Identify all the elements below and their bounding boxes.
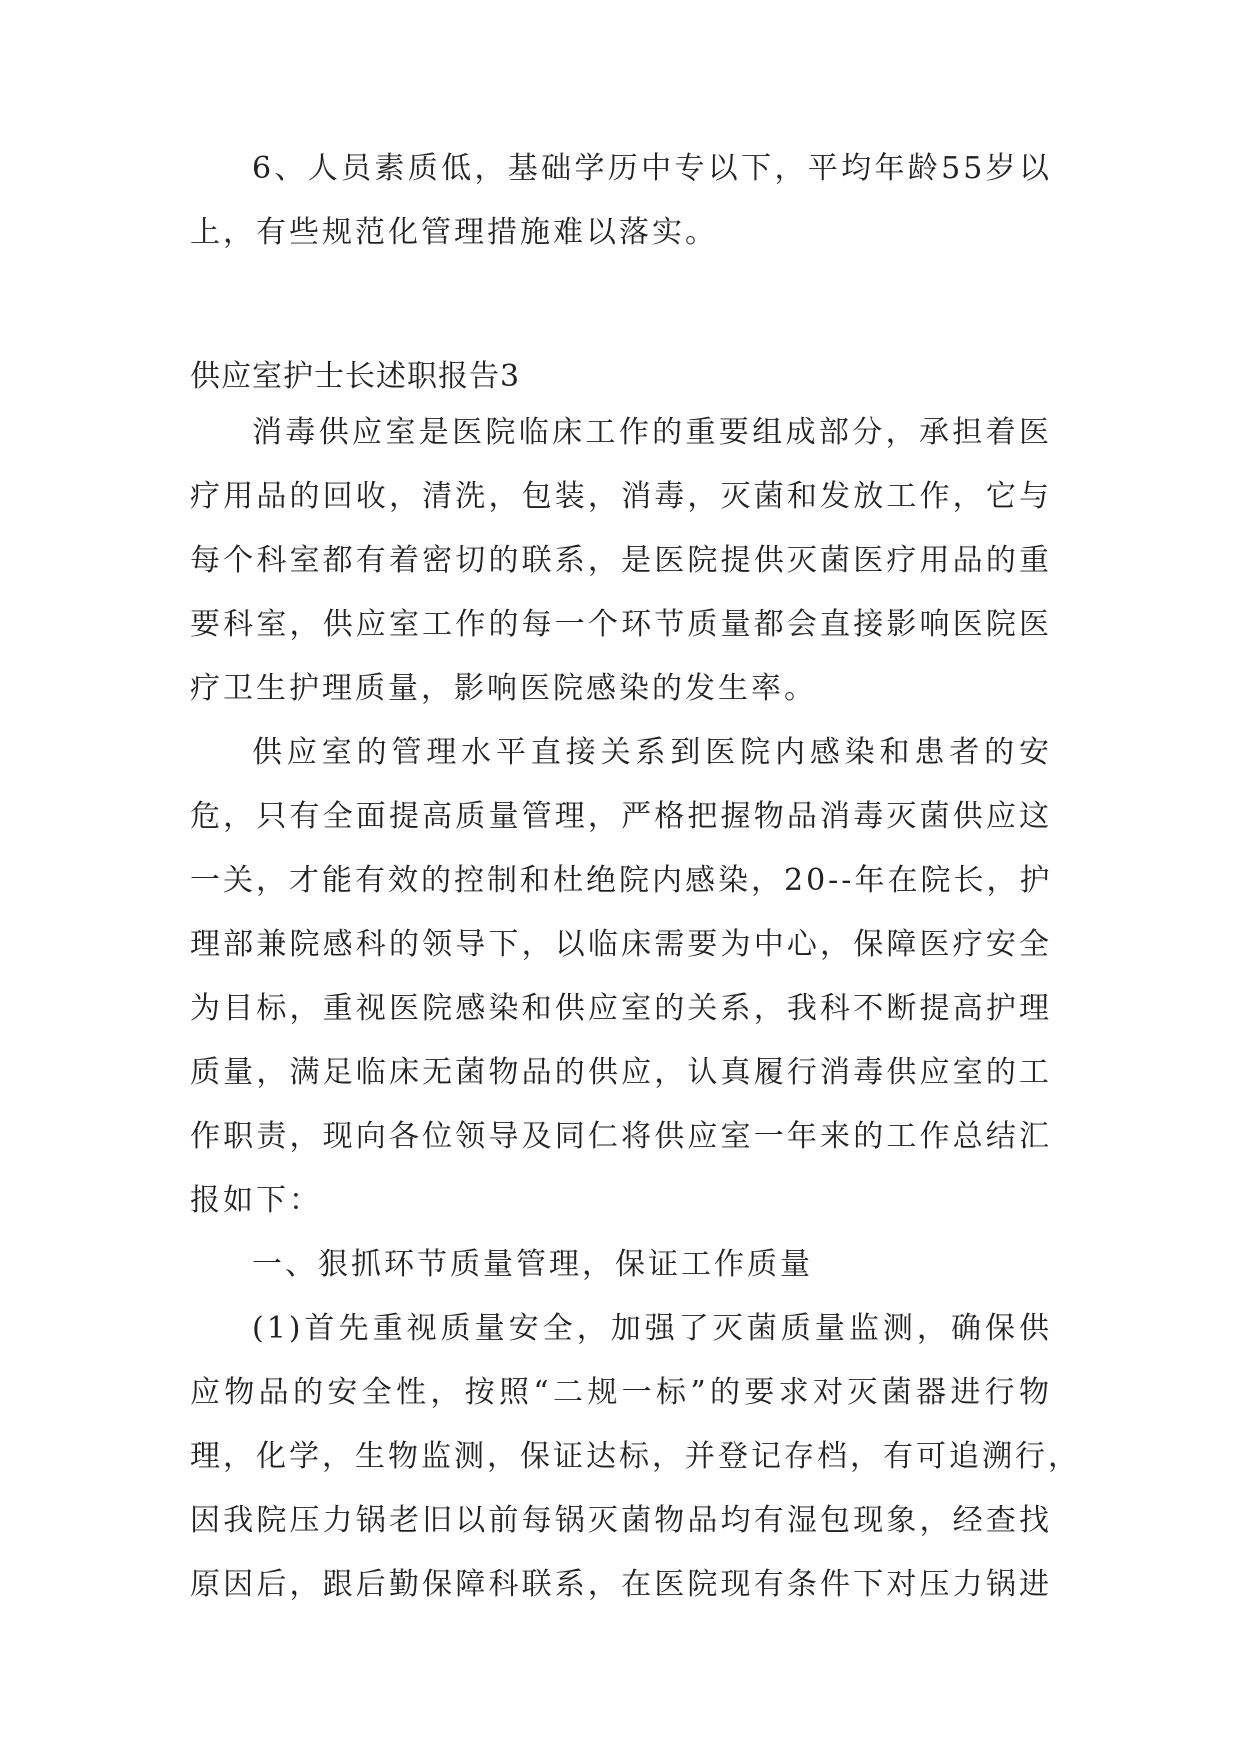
text-line: 疗卫生护理质量，影响医院感染的发生率。 (190, 671, 817, 706)
text-line: 一关，才能有效的控制和杜绝院内感染，20--年在院长，护 (190, 863, 1053, 898)
text-line: 疗用品的回收，清洗，包装，消毒，灭菌和发放工作，它与 (190, 479, 1052, 514)
text-line: 应物品的安全性，按照“二规一标”的要求对灭菌器进行物 (190, 1375, 1052, 1410)
report-body (190, 401, 1081, 1617)
text-line: 为目标，重视医院感染和供应室的关系，我科不断提高护理 (190, 991, 1052, 1026)
text-line: 因我院压力锅老旧以前每锅灭菌物品均有湿包现象，经查找 (190, 1503, 1052, 1538)
text-line: 消毒供应室是医院临床工作的重要组成部分，承担着医 (252, 415, 1052, 450)
text-line: 6、人员素质低，基础学历中专以下，平均年龄55岁以 (252, 151, 1052, 186)
text-line: 每个科室都有着密切的联系，是医院提供灭菌医疗用品的重 (190, 543, 1052, 578)
text-line: (1)首先重视质量安全，加强了灭菌质量监测，确保供 (252, 1311, 1052, 1346)
text-line: 质量，满足临床无菌物品的供应，认真履行消毒供应室的工 (190, 1055, 1052, 1090)
section-heading (190, 345, 1052, 409)
text-line: 要科室，供应室工作的每一个环节质量都会直接影响医院医 (190, 607, 1052, 642)
paragraph-staff-quality (190, 137, 1052, 265)
subsection-heading: 一、狠抓环节质量管理，保证工作质量 (252, 1247, 813, 1282)
text-line: 理，化学，生物监测，保证达标，并登记存档，有可追溯行， (190, 1439, 1081, 1474)
text-line: 危，只有全面提高质量管理，严格把握物品消毒灭菌供应这 (190, 799, 1052, 834)
text-line: 报如下： (190, 1183, 322, 1218)
text-line: 供应室的管理水平直接关系到医院内感染和患者的安 (252, 735, 1052, 770)
text-line: 原因后，跟后勤保障科联系，在医院现有条件下对压力锅进 (190, 1567, 1052, 1602)
report-title: 供应室护士长述职报告3 (190, 359, 521, 394)
text-line: 理部兼院感科的领导下，以临床需要为中心，保障医疗安全 (190, 927, 1052, 962)
text-line: 上，有些规范化管理措施难以落实。 (190, 215, 718, 250)
text-line: 作职责，现向各位领导及同仁将供应室一年来的工作总结汇 (190, 1119, 1052, 1154)
